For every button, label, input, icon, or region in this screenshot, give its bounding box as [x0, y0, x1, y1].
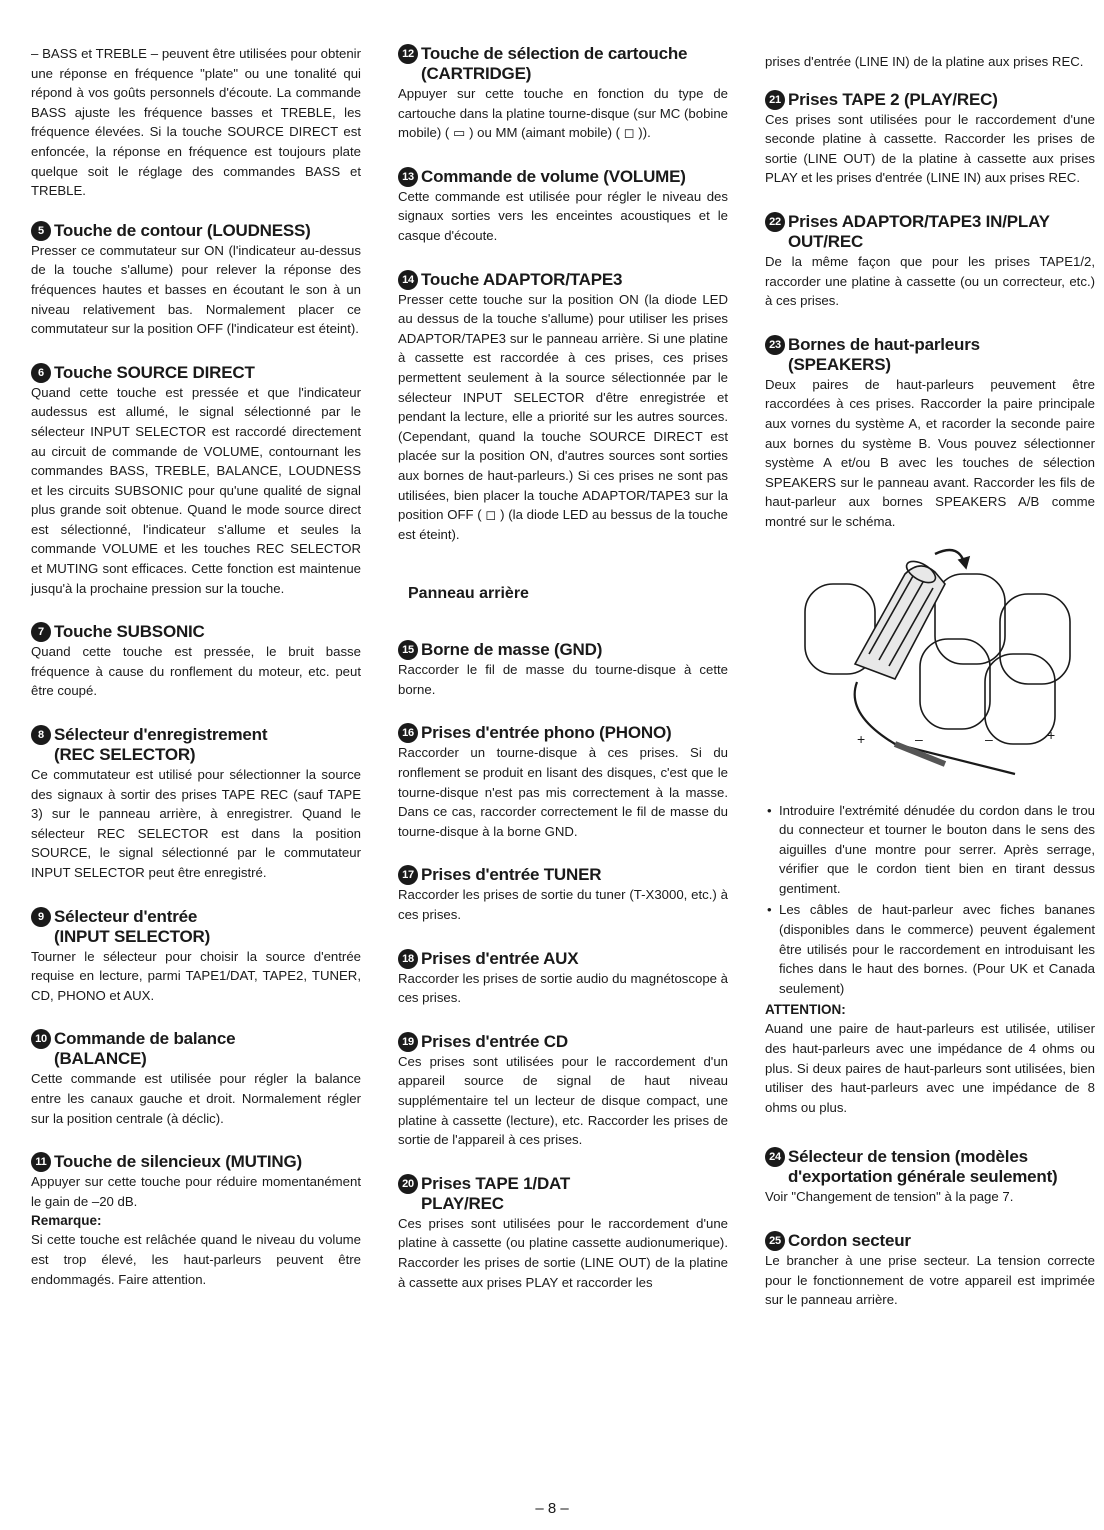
paragraph-input-selector: Tourner le sélecteur pour choisir la source d'entrée requise en lecture, parmi TAPE1/DAT, TAPE2, TUNER, CD, PHONO et AUX.	[31, 948, 361, 1003]
item-number-badge: 11	[31, 1152, 51, 1172]
terminal-outline	[920, 639, 990, 729]
bullet-list	[765, 801, 1095, 999]
page-number: – 8 –	[535, 1500, 569, 1517]
item-number-badge: 23	[765, 335, 785, 355]
paragraph-speakers: Deux paires de haut-parleurs peuvement être raccordées à ces prises. Raccorder la paire principale aux vornes du système A, et racorder la seconde paire aux bornes du système B. Vous pouvez sélectionner système A et/ou B avec les touches de sélection SPEAKERS sur le panneau avant. Raccorder les fils de haut-parleur aux bornes SPEAKERS A/B comme montré sur le schéma.	[765, 376, 1095, 529]
heading-power-cord: 25 Cordon secteur	[765, 1231, 1095, 1251]
section-balance	[31, 1029, 361, 1128]
paragraph-intro: – BASS et TREBLE – peuvent être utilisées pour obtenir une réponse en fréquence "plate" ou une tonalité qui répond à vos goûts personnels d'écoute. La commande BASS ajuste les fréquence basses et TREBLE, les fréquence élevées. Si la touche SOURCE DIRECT est enfoncée, la réponse en fréquence est toujours plate quelque soit le réglage des commandes BASS et TREBLE.	[31, 46, 361, 199]
item-number-badge: 19	[398, 1032, 418, 1052]
section-subsonic	[31, 622, 361, 701]
heading-balance: 10 Commande de balance (BALANCE)	[31, 1029, 361, 1069]
paragraph-power-cord: Le brancher à une prise secteur. La tension correcte pour le fonctionnement de votre appareil est imprimée sur le panneau arrière.	[765, 1253, 1095, 1308]
heading-source-direct: 6 Touche SOURCE DIRECT	[31, 363, 361, 383]
section-tape1-cont	[765, 52, 1095, 72]
item-number-badge: 10	[31, 1029, 51, 1049]
heading-volume: 13 Commande de volume (VOLUME)	[398, 167, 728, 187]
heading-rec-selector: 8 Sélecteur d'enregistrement (REC SELECTOR)	[31, 725, 361, 765]
item-number-badge: 15	[398, 640, 418, 660]
attention-label: ATTENTION:	[765, 1002, 846, 1018]
polarity-mark: +	[1047, 726, 1056, 743]
paragraph-voltage-selector: Voir "Changement de tension" à la page 7.	[765, 1189, 1014, 1205]
section-cartridge	[398, 44, 728, 143]
section-volume	[398, 167, 728, 246]
item-number-badge: 8	[31, 725, 51, 745]
paragraph-balance: Cette commande est utilisée pour régler la balance entre les canaux gauche et droit. Normalement régler sur la position centrale (à déclic).	[31, 1071, 361, 1126]
paragraph-tape1-dat: Ces prises sont utilisées pour le raccordement d'une platine à cassette (ou platine cassette audionumerique). Raccorder les prises de sortie (LINE OUT) de la platine à cassette aux prises PLAY et raccorder les	[398, 1215, 728, 1290]
paragraph-muting: Appuyer sur cette touche pour réduire momentanément le gain de –20 dB.	[31, 1174, 361, 1209]
item-number-badge: 21	[765, 90, 785, 110]
section-tuner	[398, 865, 728, 924]
heading-tape2: 21 Prises TAPE 2 (PLAY/REC)	[765, 90, 1095, 110]
heading-loudness: 5 Touche de contour (LOUDNESS)	[31, 221, 361, 241]
heading-cartridge: 12 Touche de sélection de cartouche (CARTRIDGE)	[398, 44, 728, 84]
paragraph-cartridge: Appuyer sur cette touche en fonction du type de cartouche dans la platine tourne-disque (sur MC (bobine mobile) ( ▭ ) ou MM (aimant mobile) ( ◻ )).	[398, 86, 728, 141]
section-rec-selector	[31, 725, 361, 883]
heading-voltage-selector: 24 Sélecteur de tension (modèles d'exportation générale seulement)	[765, 1147, 1095, 1187]
terminal-outline	[935, 574, 1005, 664]
paragraph-cd: Ces prises sont utilisées pour le raccordement d'un appareil source de signal de haut niveau supplémentaire tel un lecteur de disque compact, une platine à cassette (lecture), etc. Raccorder les prises de sortie de l'appareil à ces prises.	[398, 1053, 728, 1148]
terminal-outline	[985, 654, 1055, 744]
remark-label: Remarque:	[31, 1213, 102, 1229]
list-item: • Les câbles de haut-parleur avec fiches bananes (disponibles dans le commerce) peuvent également être utilisés pour le raccordement en introduisant les fiches dans le haut des bornes. (Pour UK et Canada seulement)	[765, 900, 1095, 998]
heading-muting: 11 Touche de silencieux (MUTING)	[31, 1152, 361, 1172]
heading-gnd: 15 Borne de masse (GND)	[398, 640, 728, 660]
section-muting	[31, 1152, 361, 1289]
section-tape2	[765, 90, 1095, 188]
heading-cd: 19 Prises d'entrée CD	[398, 1032, 728, 1052]
paragraph-rec-selector: Ce commutateur est utilisé pour sélectionner la source des signaux à sortir des prises TAPE REC (sauf TAPE 3) sur le panneau arrière, à enregistrer. Quand le sélecteur REC SELECTOR est dans la position SOURCE, le signal sélectionné par le commutateur INPUT SELECTOR peut être enregistré.	[31, 767, 361, 880]
section-adaptor-jacks	[765, 212, 1095, 311]
paragraph-continuation: prises d'entrée (LINE IN) de la platine aux prises REC.	[765, 54, 1084, 69]
section-speaker-notes	[765, 801, 1095, 1118]
item-number-badge: 20	[398, 1174, 418, 1194]
item-number-badge: 17	[398, 865, 418, 885]
section-power-cord	[765, 1231, 1095, 1310]
item-number-badge: 24	[765, 1147, 785, 1167]
heading-adaptor-jacks: 22 Prises ADAPTOR/TAPE3 IN/PLAY OUT/REC	[765, 212, 1095, 252]
terminal-outline	[1000, 594, 1070, 684]
heading-subsonic: 7 Touche SUBSONIC	[31, 622, 361, 642]
polarity-mark: –	[985, 730, 993, 747]
heading-speakers: 23 Bornes de haut-parleurs (SPEAKERS)	[765, 335, 1095, 375]
paragraph-tape2: Ces prises sont utilisées pour le raccordement d'une seconde platine à cassette. Raccorder les prises de sortie (LINE OUT) de la platine à cassette aux prises PLAY et les prises d'entrée (LINE IN) aux prises REC.	[765, 111, 1095, 186]
paragraph-remark: Si cette touche est relâchée quand le niveau du volume est trop élevé, les haut-parleurs peuvent être endommagés. Faire attention.	[31, 1232, 361, 1287]
rear-panel-heading: Panneau arrière	[408, 585, 529, 603]
item-number-badge: 14	[398, 270, 418, 290]
column-middle	[398, 44, 728, 1316]
item-number-badge: 18	[398, 949, 418, 969]
section-source-direct	[31, 363, 361, 599]
paragraph-gnd: Raccorder le fil de masse du tourne-disque à cette borne.	[398, 662, 728, 697]
section-cd	[398, 1032, 728, 1150]
paragraph-phono: Raccorder un tourne-disque à ces prises. Si du ronflement se produit en lisant des disques, c'est que le tourne-disque n'est pas mis correctement à la masse. Dans ce cas, raccorder correctement le fil de masse du tourne-disque à la borne GND.	[398, 745, 728, 839]
section-phono	[398, 723, 728, 841]
section-gnd	[398, 640, 728, 699]
item-number-badge: 22	[765, 212, 785, 232]
section-rear-panel	[398, 584, 728, 604]
paragraph-source-direct: Quand cette touche est pressée et que l'indicateur audessus est allumé, le signal sélectionné par le sélecteur INPUT SELECTOR est raccordé directement au circuit de commande de VOLUME, contournant les commandes BASS, TREBLE, BALANCE, LOUDNESS et les circuits SUBSONIC pour qu'une qualité de signal plus grande soit obtenue. Quand le mode source direct est sélectionné, l'indicateur s'allume et seules la commande VOLUME et les touches REC SELECTOR et MUTING sont efficaces. Cette fonction est maintenue jusqu'à la prochaine pression sur la touche.	[31, 384, 361, 596]
section-aux	[398, 949, 728, 1008]
paragraph-aux: Raccorder les prises de sortie audio du magnétoscope à ces prises.	[398, 970, 728, 1006]
paragraph-adaptor-tape3: Presser cette touche sur la position ON (la diode LED au dessus de la touche s'allume) pour utiliser les prises ADAPTOR/TAPE3 sur le panneau arrière. Si une platine à cassette est raccordée à ces prises, ces prises permettent seulement à la source sélectionnée par le sélecteur INPUT SELECTOR d'être enregistrée et pendant la lecture, elle a priorité sur les autres sources. (Cependant, quand la touche SOURCE DIRECT est placée sur la position ON, d'autres sources sont sorties aux bornes de haut-parleurs.) Si ces prises ne sont pas utilisées, bien placer la touche ADAPTOR/TAPE3 sur la position OFF ( ◻ ) (la diode LED au bessus de la touche est éteint).	[398, 291, 728, 542]
heading-input-selector: 9 Sélecteur d'entrée (INPUT SELECTOR)	[31, 907, 361, 947]
item-number-badge: 6	[31, 363, 51, 383]
paragraph-adaptor-jacks: De la même façon que pour les prises TAPE1/2, raccorder une platine à cassette (ou un correcteur, etc.) à ces prises.	[765, 253, 1095, 309]
item-number-badge: 16	[398, 723, 418, 743]
section-speakers	[765, 335, 1095, 532]
list-item: • Introduire l'extrémité dénudée du cordon dans le trou du connecteur et tourner le bouton dans le sens des aiguilles d'une montre pour serrer. Après serrage, vérifier que le cordon tient bien en tirant dessus gentiment.	[765, 801, 1095, 899]
section-tape1-dat	[398, 1174, 728, 1292]
paragraph-subsonic: Quand cette touche est pressée, le bruit basse fréquence à cause du ronflement du moteur, etc. peut être coupé.	[31, 644, 361, 699]
heading-aux: 18 Prises d'entrée AUX	[398, 949, 728, 969]
speaker-terminal-illustration	[785, 544, 1085, 784]
polarity-mark: +	[857, 730, 866, 747]
heading-tape1-dat: 20 Prises TAPE 1/DAT PLAY/REC	[398, 1174, 728, 1214]
column-left	[31, 44, 361, 1313]
item-number-badge: 13	[398, 167, 418, 187]
item-number-badge: 5	[31, 221, 51, 241]
paragraph-tuner: Raccorder les prises de sortie du tuner (T-X3000, etc.) à ces prises.	[398, 887, 728, 923]
paragraph-loudness: Presser ce commutateur sur ON (l'indicateur au-dessus de la touche s'allume) pour relever la réponse des fréquences hautes et basses en écoutant le son à un niveau relativement bas. Normalement placer ce commutateur sur la position OFF (l'indicateur est éteint).	[31, 242, 361, 337]
paragraph-volume: Cette commande est utilisée pour régler le niveau des signaux sorties vers les enceintes acoustiques et le casque d'écoute.	[398, 188, 728, 243]
paragraph-attention: Auand une paire de haut-parleurs est utilisée, utiliser des haut-parleurs avec une impédance de 4 ohms ou plus. Si deux paires de haut-parleurs sont utilisées, bien utiliser des haut-parleurs avec une impédance de 8 ohms ou plus.	[765, 1021, 1095, 1115]
heading-phono: 16 Prises d'entrée phono (PHONO)	[398, 723, 728, 743]
heading-tuner: 17 Prises d'entrée TUNER	[398, 865, 728, 885]
item-number-badge: 25	[765, 1231, 785, 1251]
item-number-badge: 7	[31, 622, 51, 642]
section-bass-treble-cont	[31, 44, 361, 201]
section-voltage-selector	[765, 1147, 1095, 1207]
section-input-selector	[31, 907, 361, 1006]
polarity-mark: –	[915, 730, 923, 747]
section-adaptor-tape3	[398, 270, 728, 545]
item-number-badge: 9	[31, 907, 51, 927]
section-loudness	[31, 221, 361, 339]
item-number-badge: 12	[398, 44, 418, 64]
column-right	[765, 52, 1095, 1334]
heading-adaptor-tape3: 14 Touche ADAPTOR/TAPE3	[398, 270, 728, 290]
